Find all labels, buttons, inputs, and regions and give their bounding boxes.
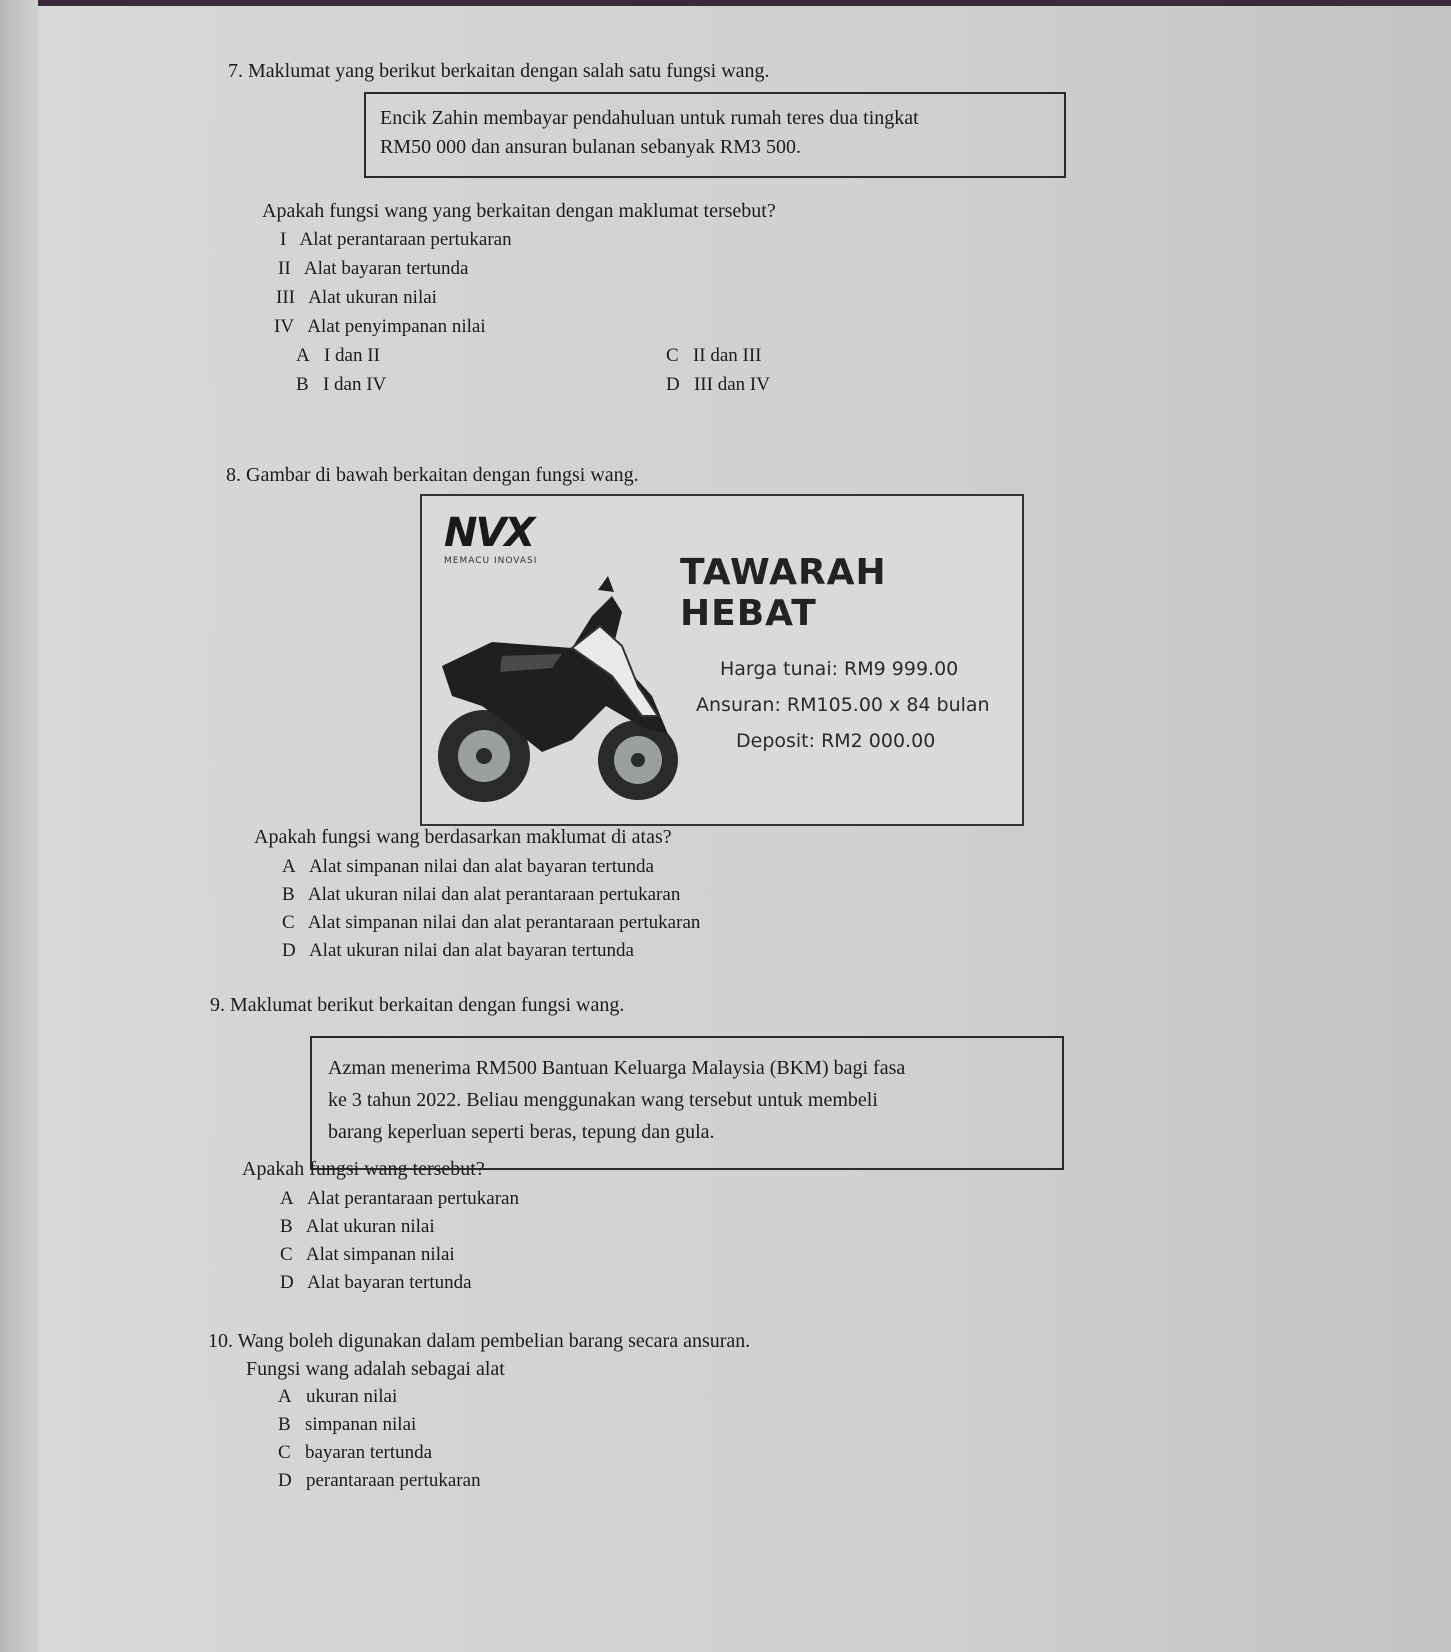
q10-option-b[interactable] [278,1414,416,1436]
page-fold-shadow [0,0,38,1652]
item-text: Alat perantaraan pertukaran [299,229,512,250]
option-text: I dan II [323,345,380,366]
option-text: Alat bayaran tertunda [306,1272,472,1293]
option-text: III dan IV [693,374,770,395]
option-text: perantaraan pertukaran [305,1470,481,1491]
option-text: Alat simpanan nilai dan alat perantaraan pertukaran [307,912,701,933]
q9-box-line2: ke 3 tahun 2022. Beliau menggunakan wang tersebut untuk membeli [328,1089,878,1111]
option-letter: C [278,1442,291,1463]
option-text: Alat ukuran nilai dan alat perantaraan pertukaran [307,884,681,905]
q7-box-line1: Encik Zahin membayar pendahuluan untuk rumah teres dua tingkat [380,107,919,129]
q8-question: Apakah fungsi wang berdasarkan maklumat di atas? [254,826,672,848]
q9-question: Apakah fungsi wang tersebut? [242,1158,485,1180]
q7-item-3 [276,287,437,309]
option-text: I dan IV [322,374,387,395]
ad-installment: Ansuran: RM105.00 x 84 bulan [696,694,990,716]
option-letter: B [280,1216,293,1237]
option-text: Alat simpanan nilai [305,1244,455,1265]
q9-option-a[interactable] [280,1188,519,1210]
q8-stem: 8. Gambar di bawah berkaitan dengan fungsi wang. [226,464,639,486]
option-text: Alat ukuran nilai [305,1216,435,1237]
ad-tagline: MEMACU INOVASI [444,556,538,566]
top-edge-strip [0,0,1451,6]
item-text: Alat bayaran tertunda [303,258,469,279]
q7-question: Apakah fungsi wang yang berkaitan dengan maklumat tersebut? [262,200,776,222]
option-text: simpanan nilai [304,1414,417,1435]
option-letter: B [278,1414,291,1435]
option-letter: A [280,1188,294,1209]
q10-stem: 10. Wang boleh digunakan dalam pembelian barang secara ansuran. [208,1330,751,1352]
q8-option-d[interactable] [282,940,634,962]
q9-info-box [310,1036,1064,1170]
option-text: bayaran tertunda [304,1442,433,1463]
option-letter: B [296,374,309,395]
item-num: IV [274,316,295,337]
motorcycle-illustration [422,556,692,822]
item-text: Alat ukuran nilai [308,287,437,308]
option-letter: D [280,1272,294,1293]
q7-option-a[interactable] [296,345,380,367]
option-letter: D [666,374,680,395]
q7-item-4 [274,316,486,338]
q10-option-c[interactable] [278,1442,432,1464]
q7-box-line2: RM50 000 dan ansuran bulanan sebanyak RM3 500. [380,136,802,158]
q8-option-b[interactable] [282,884,680,906]
q8-option-a[interactable] [282,856,654,878]
item-num: II [278,258,291,279]
q9-box-line3: barang keperluan seperti beras, tepung dan gula. [328,1121,715,1143]
option-letter: C [282,912,295,933]
option-letter: D [278,1470,292,1491]
option-text: Alat simpanan nilai dan alat bayaran tertunda [308,856,654,877]
q7-option-d[interactable] [666,374,770,396]
option-letter: A [296,345,310,366]
q10-option-a[interactable] [278,1386,397,1408]
option-letter: C [280,1244,293,1265]
option-text: Alat perantaraan pertukaran [306,1188,519,1209]
q7-option-c[interactable] [666,345,762,367]
item-text: Alat penyimpanan nilai [307,316,486,337]
ad-cash-price: Harga tunai: RM9 999.00 [720,658,959,680]
item-num: III [276,287,295,308]
option-letter: B [282,884,295,905]
q7-item-1 [280,229,512,251]
option-letter: A [282,856,296,877]
q7-item-2 [278,258,468,280]
option-letter: A [278,1386,292,1407]
nvx-logo: NVX [444,510,534,556]
advertisement-image [420,494,1024,826]
q9-option-b[interactable] [280,1216,435,1238]
option-letter: D [282,940,296,961]
q7-option-b[interactable] [296,374,386,396]
item-num: I [280,229,287,250]
q10-option-d[interactable] [278,1470,481,1492]
q9-option-c[interactable] [280,1244,455,1266]
option-letter: C [666,345,679,366]
option-text: II dan III [692,345,762,366]
q7-stem: 7. Maklumat yang berikut berkaitan dengan salah satu fungsi wang. [228,60,770,82]
q9-option-d[interactable] [280,1272,472,1294]
ad-deposit: Deposit: RM2 000.00 [736,730,936,752]
q7-info-box [364,92,1066,178]
ad-title: TAWARAH HEBAT [680,552,887,634]
option-text: Alat ukuran nilai dan alat bayaran tertunda [308,940,634,961]
q9-box-line1: Azman menerima RM500 Bantuan Keluarga Malaysia (BKM) bagi fasa [328,1057,906,1079]
q10-stem-2: Fungsi wang adalah sebagai alat [246,1358,505,1380]
q9-stem: 9. Maklumat berikut berkaitan dengan fungsi wang. [210,994,625,1016]
option-text: ukuran nilai [305,1386,398,1407]
q8-option-c[interactable] [282,912,700,934]
